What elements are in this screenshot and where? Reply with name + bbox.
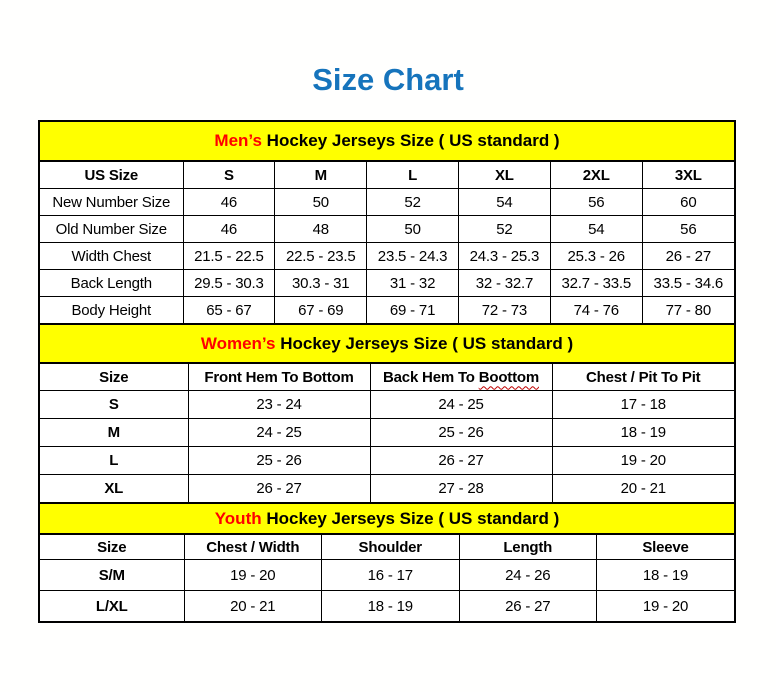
- row-label: Back Length: [40, 270, 183, 297]
- row-label: XL: [40, 475, 188, 503]
- size-value-cell: 19 - 20: [184, 560, 322, 591]
- section-mens: [40, 122, 734, 323]
- size-value-cell: 16 - 17: [322, 560, 460, 591]
- section-womens: [40, 323, 734, 502]
- row-label: Body Height: [40, 297, 183, 324]
- section-label-highlight: Women’s: [200, 333, 276, 353]
- section-youth: [40, 502, 734, 621]
- size-value-cell: 18 - 19: [597, 560, 735, 591]
- table-row: [40, 475, 734, 503]
- misspelled-word: Boottom: [478, 368, 539, 386]
- size-value-cell: 69 - 71: [367, 297, 459, 324]
- section-banner-womens: [40, 323, 734, 364]
- section-banner-mens: [40, 122, 734, 162]
- size-value-cell: 56: [550, 189, 642, 216]
- size-value-cell: 50: [367, 216, 459, 243]
- table-row: [40, 297, 734, 324]
- table-row: [40, 447, 734, 475]
- size-value-cell: 32 - 32.7: [458, 270, 550, 297]
- column-header: Length: [459, 535, 597, 560]
- row-label: S/M: [40, 560, 184, 591]
- size-value-cell: 46: [183, 216, 275, 243]
- column-header: L: [367, 162, 459, 189]
- column-header: Size: [40, 364, 188, 391]
- size-value-cell: 20 - 21: [552, 475, 734, 503]
- section-title-text: Hockey Jerseys Size ( US standard ): [261, 131, 560, 150]
- size-value-cell: 19 - 20: [552, 447, 734, 475]
- header-row: [40, 162, 734, 189]
- row-label: M: [40, 419, 188, 447]
- size-value-cell: 30.3 - 31: [275, 270, 367, 297]
- size-value-cell: 54: [550, 216, 642, 243]
- column-header: S: [183, 162, 275, 189]
- row-label: New Number Size: [40, 189, 183, 216]
- column-header: Sleeve: [597, 535, 735, 560]
- size-value-cell: 50: [275, 189, 367, 216]
- column-header: Shoulder: [322, 535, 460, 560]
- size-value-cell: 26 - 27: [642, 243, 734, 270]
- row-label: Old Number Size: [40, 216, 183, 243]
- table-row: [40, 591, 734, 622]
- size-value-cell: 46: [183, 189, 275, 216]
- size-value-cell: 52: [367, 189, 459, 216]
- column-header: Size: [40, 535, 184, 560]
- table-row: [40, 419, 734, 447]
- column-header: US Size: [40, 162, 183, 189]
- size-value-cell: 23.5 - 24.3: [367, 243, 459, 270]
- column-header: Front Hem To Bottom: [188, 364, 370, 391]
- size-value-cell: 31 - 32: [367, 270, 459, 297]
- size-value-cell: 26 - 27: [370, 447, 552, 475]
- size-value-cell: 18 - 19: [552, 419, 734, 447]
- table-row: [40, 216, 734, 243]
- column-header: Chest / Pit To Pit: [552, 364, 734, 391]
- section-label-highlight: Youth: [214, 508, 262, 528]
- size-value-cell: 54: [458, 189, 550, 216]
- size-value-cell: 72 - 73: [458, 297, 550, 324]
- size-value-cell: 18 - 19: [322, 591, 460, 622]
- table-row: [40, 270, 734, 297]
- page-title: Size Chart: [312, 62, 464, 97]
- size-value-cell: 77 - 80: [642, 297, 734, 324]
- size-value-cell: 32.7 - 33.5: [550, 270, 642, 297]
- size-value-cell: 74 - 76: [550, 297, 642, 324]
- size-value-cell: 33.5 - 34.6: [642, 270, 734, 297]
- size-value-cell: 24 - 26: [459, 560, 597, 591]
- row-label: S: [40, 391, 188, 419]
- column-header: 2XL: [550, 162, 642, 189]
- table-row: [40, 243, 734, 270]
- youth-size-table: [40, 535, 734, 621]
- size-value-cell: 23 - 24: [188, 391, 370, 419]
- row-label: L/XL: [40, 591, 184, 622]
- size-value-cell: 22.5 - 23.5: [275, 243, 367, 270]
- column-header: 3XL: [642, 162, 734, 189]
- size-value-cell: 29.5 - 30.3: [183, 270, 275, 297]
- size-chart-table: [38, 120, 736, 623]
- header-row: [40, 535, 734, 560]
- size-value-cell: 27 - 28: [370, 475, 552, 503]
- size-value-cell: 26 - 27: [188, 475, 370, 503]
- section-banner-youth: [40, 502, 734, 535]
- size-value-cell: 52: [458, 216, 550, 243]
- header-row: [40, 364, 734, 391]
- table-row: [40, 560, 734, 591]
- size-value-cell: 25.3 - 26: [550, 243, 642, 270]
- size-value-cell: 19 - 20: [597, 591, 735, 622]
- section-label-highlight: Men’s: [214, 131, 262, 150]
- size-value-cell: 67 - 69: [275, 297, 367, 324]
- mens-size-table: [40, 162, 734, 323]
- table-row: [40, 391, 734, 419]
- table-row: [40, 189, 734, 216]
- size-value-cell: 48: [275, 216, 367, 243]
- row-label: Width Chest: [40, 243, 183, 270]
- size-value-cell: 25 - 26: [370, 419, 552, 447]
- column-header: XL: [458, 162, 550, 189]
- size-value-cell: 24 - 25: [188, 419, 370, 447]
- size-value-cell: 25 - 26: [188, 447, 370, 475]
- size-value-cell: 24.3 - 25.3: [458, 243, 550, 270]
- size-value-cell: 21.5 - 22.5: [183, 243, 275, 270]
- size-value-cell: 20 - 21: [184, 591, 322, 622]
- row-label: L: [40, 447, 188, 475]
- size-value-cell: 24 - 25: [370, 391, 552, 419]
- womens-size-table: [40, 364, 734, 502]
- section-title-text: Hockey Jerseys Size ( US standard ): [275, 333, 574, 353]
- size-value-cell: 17 - 18: [552, 391, 734, 419]
- section-title-text: Hockey Jerseys Size ( US standard ): [261, 508, 560, 528]
- column-header: Back Hem To Boottom: [370, 364, 552, 391]
- size-value-cell: 56: [642, 216, 734, 243]
- size-value-cell: 60: [642, 189, 734, 216]
- size-value-cell: 65 - 67: [183, 297, 275, 324]
- column-header: Chest / Width: [184, 535, 322, 560]
- size-value-cell: 26 - 27: [459, 591, 597, 622]
- column-header: M: [275, 162, 367, 189]
